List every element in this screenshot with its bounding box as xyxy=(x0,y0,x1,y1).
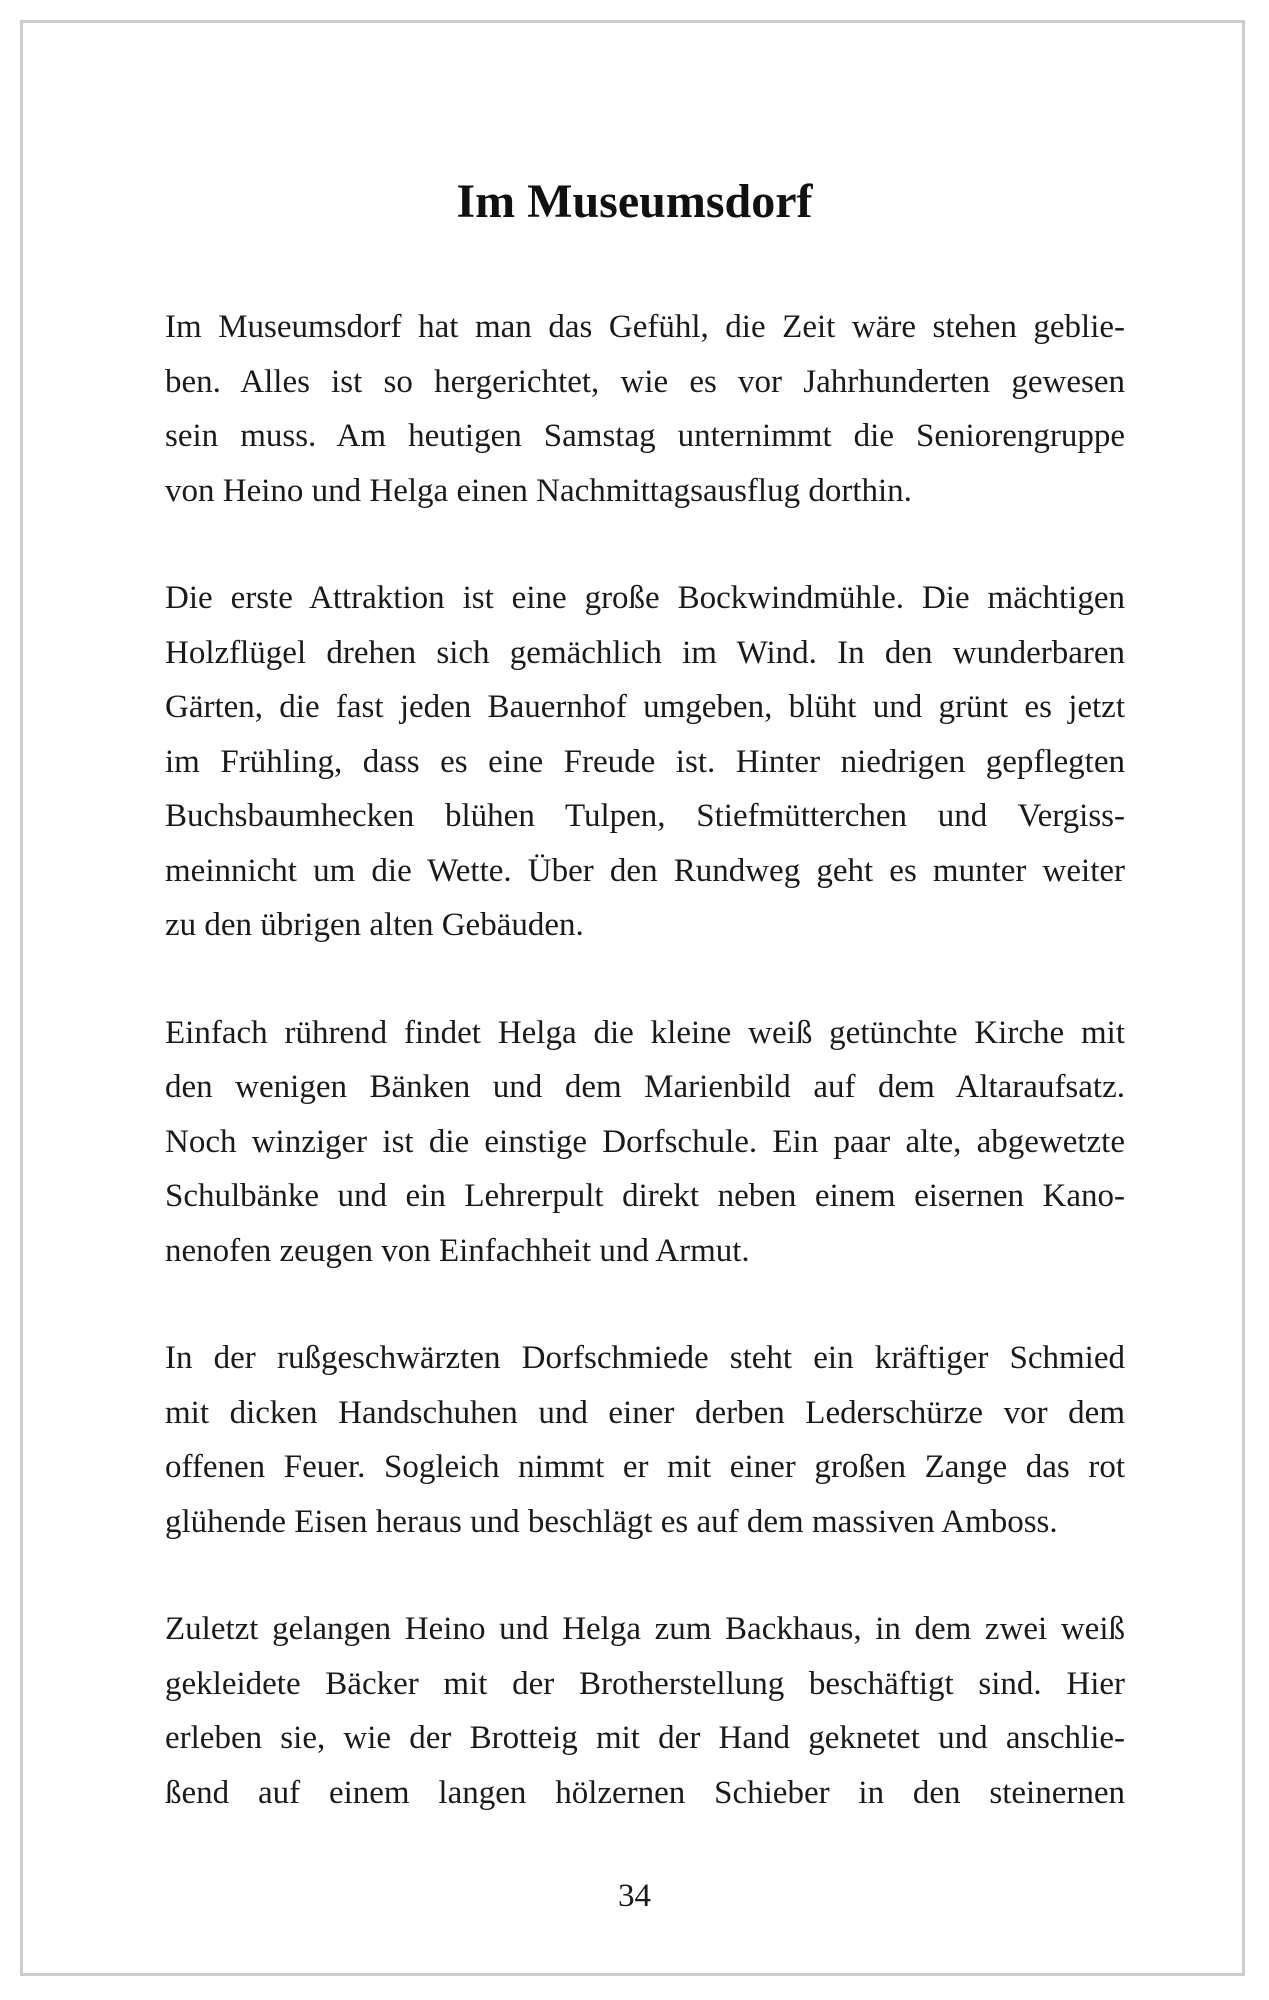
text-line: In der rußgeschwärzten Dorfschmiede steht ein kräftiger Schmied xyxy=(165,1340,1125,1376)
text-line: erleben sie, wie der Brotteig mit der Hand geknetet und anschlie- xyxy=(165,1720,1125,1756)
text-line: meinnicht um die Wette. Über den Rundweg geht es munter weiter xyxy=(165,852,1125,889)
text-line: Im Museumsdorf hat man das Gefühl, die Zeit wäre stehen geblie- xyxy=(165,309,1125,345)
text-line: Die erste Attraktion ist eine große Bockwindmühle. Die mächtigen xyxy=(165,580,1125,616)
paragraph xyxy=(165,1602,1125,1820)
text-line: ßend auf einem langen hölzernen Schieber in den steinernen xyxy=(165,1774,1125,1811)
text-line: offenen Feuer. Sogleich nimmt er mit einer großen Zange das rot xyxy=(165,1449,1125,1485)
text-line: Holzflügel drehen sich gemächlich im Wind. In den wunderbaren xyxy=(165,634,1125,671)
page-number: 34 xyxy=(618,1878,651,1914)
text-line: Einfach rührend findet Helga die kleine weiß getünchte Kirche mit xyxy=(165,1014,1125,1051)
body-text xyxy=(165,300,1125,1873)
text-line: im Frühling, dass es eine Freude ist. Hinter niedrigen gepflegten xyxy=(165,743,1125,780)
text-line: den wenigen Bänken und dem Marienbild auf dem Altaraufsatz. xyxy=(165,1069,1125,1105)
text-line: zu den übrigen alten Gebäuden. xyxy=(165,907,584,943)
text-line: Schulbänke und ein Lehrerpult direkt neben einem eisernen Kano- xyxy=(165,1178,1125,1214)
text-line: von Heino und Helga einen Nachmittagsausflug dorthin. xyxy=(165,472,912,509)
chapter-title: Im Museumsdorf xyxy=(456,175,813,228)
text-line: Noch winziger ist die einstige Dorfschule. Ein paar alte, abgewetzte xyxy=(165,1123,1125,1160)
paragraph xyxy=(165,300,1125,518)
text-line: sein muss. Am heutigen Samstag unternimmt die Seniorengruppe xyxy=(165,418,1125,454)
text-line: Zuletzt gelangen Heino und Helga zum Backhaus, in dem zwei weiß xyxy=(165,1611,1125,1647)
text-line: mit dicken Handschuhen und einer derben Lederschürze vor dem xyxy=(165,1394,1125,1431)
paragraph xyxy=(165,571,1125,953)
text-line: Buchsbaumhecken blühen Tulpen, Stiefmütterchen und Vergiss- xyxy=(165,798,1125,834)
text-line: glühende Eisen heraus und beschlägt es auf dem massiven Amboss. xyxy=(165,1503,1058,1540)
text-line: gekleidete Bäcker mit der Brotherstellung beschäftigt sind. Hier xyxy=(165,1665,1125,1702)
paragraph xyxy=(165,1006,1125,1279)
paragraph xyxy=(165,1331,1125,1549)
text-line: ben. Alles ist so hergerichtet, wie es vor Jahrhunderten gewesen xyxy=(165,363,1125,400)
text-line: Gärten, die fast jeden Bauernhof umgeben, blüht und grünt es jetzt xyxy=(165,689,1125,725)
text-line: nenofen zeugen von Einfachheit und Armut. xyxy=(165,1232,750,1269)
